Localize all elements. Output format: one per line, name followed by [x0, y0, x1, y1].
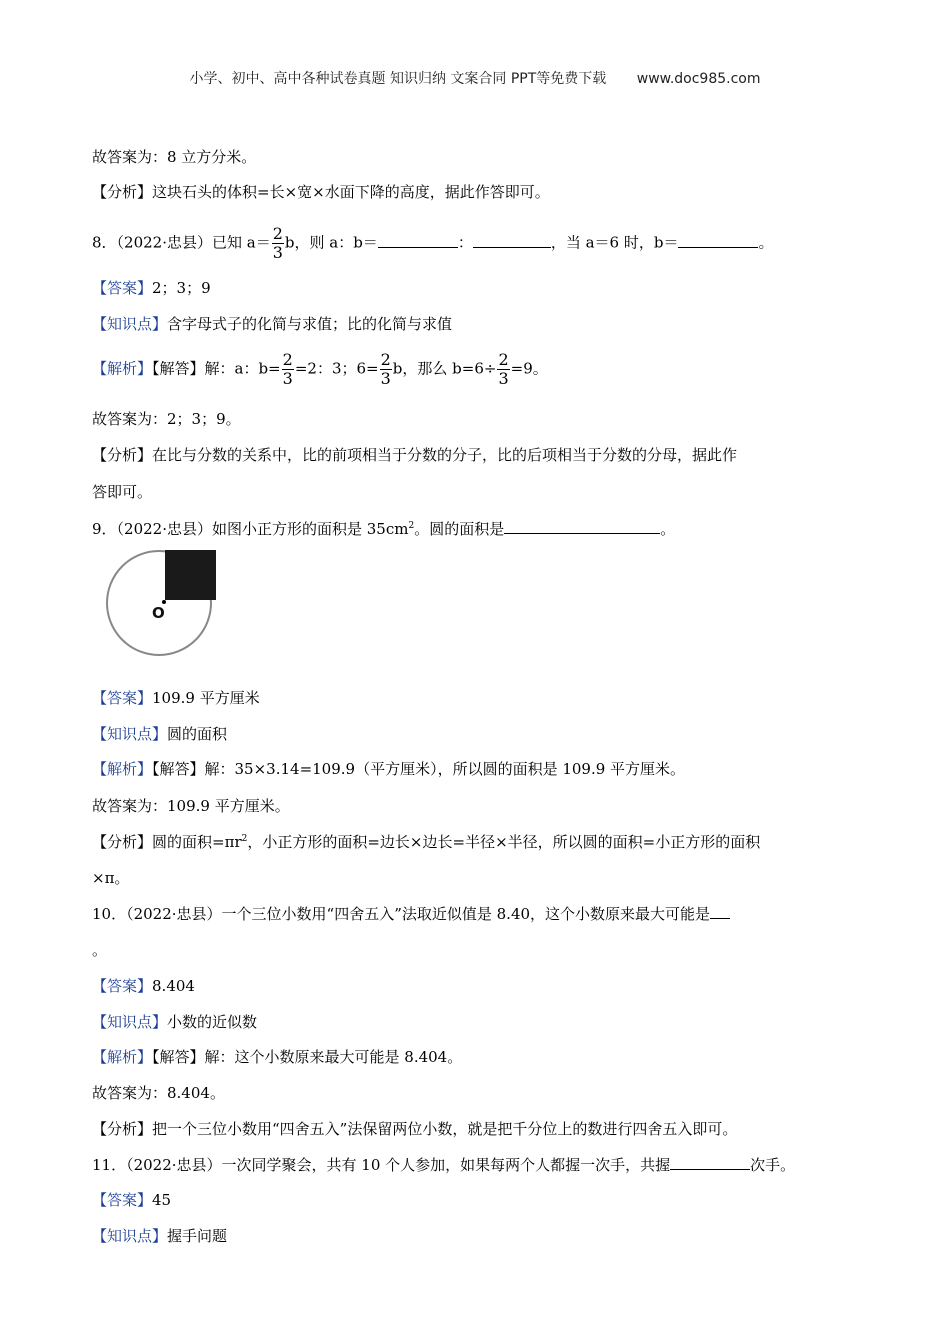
header-text: 小学、初中、高中各种试卷真题 知识归纳 文案合同 PPT等免费下载 [189, 71, 607, 87]
q8-question: 8．（2022·忠县）已知 a＝ $\frac{2}{3}$ b，则 a：b＝ ： ，当 a＝6 时，b＝ 。 [92, 224, 774, 262]
q11-answer: 【答案】45 [92, 1191, 172, 1209]
q9-analysis-line-2: ×π。 [92, 869, 130, 887]
q9-blank[interactable] [504, 518, 660, 534]
q8-analysis-line-1: 【分析】在比与分数的关系中，比的前项相当于分数的分子，比的后项相当于分数的分母，据此作 [92, 446, 738, 464]
q8-fraction: $\frac{2}{3}$ [272, 224, 283, 262]
prev-conclusion: 故答案为：8 立方分米。 [92, 148, 257, 166]
q11-knowledge-point: 【知识点】握手问题 [92, 1227, 228, 1245]
q9-solution: 【解析】【解答】解：35×3.14=109.9（平方厘米），所以圆的面积是 109.9 平方厘米。 [92, 760, 686, 778]
circle-square-figure [106, 550, 221, 658]
q9-answer: 【答案】109.9 平方厘米 [92, 689, 260, 707]
q8-blank-3[interactable] [678, 232, 758, 248]
q10-conclusion: 故答案为：8.404。 [92, 1084, 225, 1102]
page-header [0, 68, 950, 88]
header-site[interactable]: www.doc985.com [636, 71, 761, 87]
q11-blank[interactable] [670, 1154, 750, 1170]
q9-conclusion: 故答案为：109.9 平方厘米。 [92, 797, 290, 815]
q9-question: 9．（2022·忠县）如图小正方形的面积是 $35cm^2$。圆的面积是 。 [92, 520, 676, 538]
q10-analysis: 【分析】把一个三位小数用“四舍五入”法保留两位小数，就是把千分位上的数进行四舍五入即可。 [92, 1120, 738, 1138]
center-label: O [152, 604, 165, 622]
q10-question-end: 。 [92, 941, 108, 959]
q9-knowledge-point: 【知识点】圆的面积 [92, 725, 228, 743]
q10-blank[interactable] [710, 903, 730, 919]
q10-knowledge-point: 【知识点】小数的近似数 [92, 1013, 258, 1031]
q10-answer: 【答案】8.404 [92, 977, 195, 995]
q8-blank-1[interactable] [378, 232, 458, 248]
q11-question: 11．（2022·忠县）一次同学聚会，共有 10 个人参加，如果每两个人都握一次手，共握 次手。 [92, 1156, 796, 1174]
q8-blank-2[interactable] [473, 232, 551, 248]
q8-conclusion: 故答案为：2；3；9。 [92, 410, 241, 428]
prev-analysis: 【分析】这块石头的体积=长×宽×水面下降的高度，据此作答即可。 [92, 183, 550, 201]
q8-solution: 【解析】【解答】解：a：b= $\frac{2}{3}$ =2：3；6= $\frac{2}{3}$ b，那么 b=6÷ $\frac{2}{3}$ =9。 [92, 350, 548, 388]
small-square [165, 550, 216, 600]
q8-knowledge-point: 【知识点】含字母式子的化简与求值；比的化简与求值 [92, 315, 453, 333]
q8-analysis-line-2: 答即可。 [92, 483, 153, 501]
q9-analysis-line-1: 【分析】圆的面积$=\pi r^2$，小正方形的面积=边长×边长=半径×半径，所以圆的面积=小正方形的面积 [92, 833, 761, 851]
q10-solution: 【解析】【解答】解：这个小数原来最大可能是 8.404。 [92, 1048, 463, 1066]
q10-question: 10．（2022·忠县）一个三位小数用“四舍五入”法取近似值是 8.40，这个小数原来最大可能是 [92, 903, 730, 925]
q8-answer: 【答案】2；3；9 [92, 279, 211, 297]
